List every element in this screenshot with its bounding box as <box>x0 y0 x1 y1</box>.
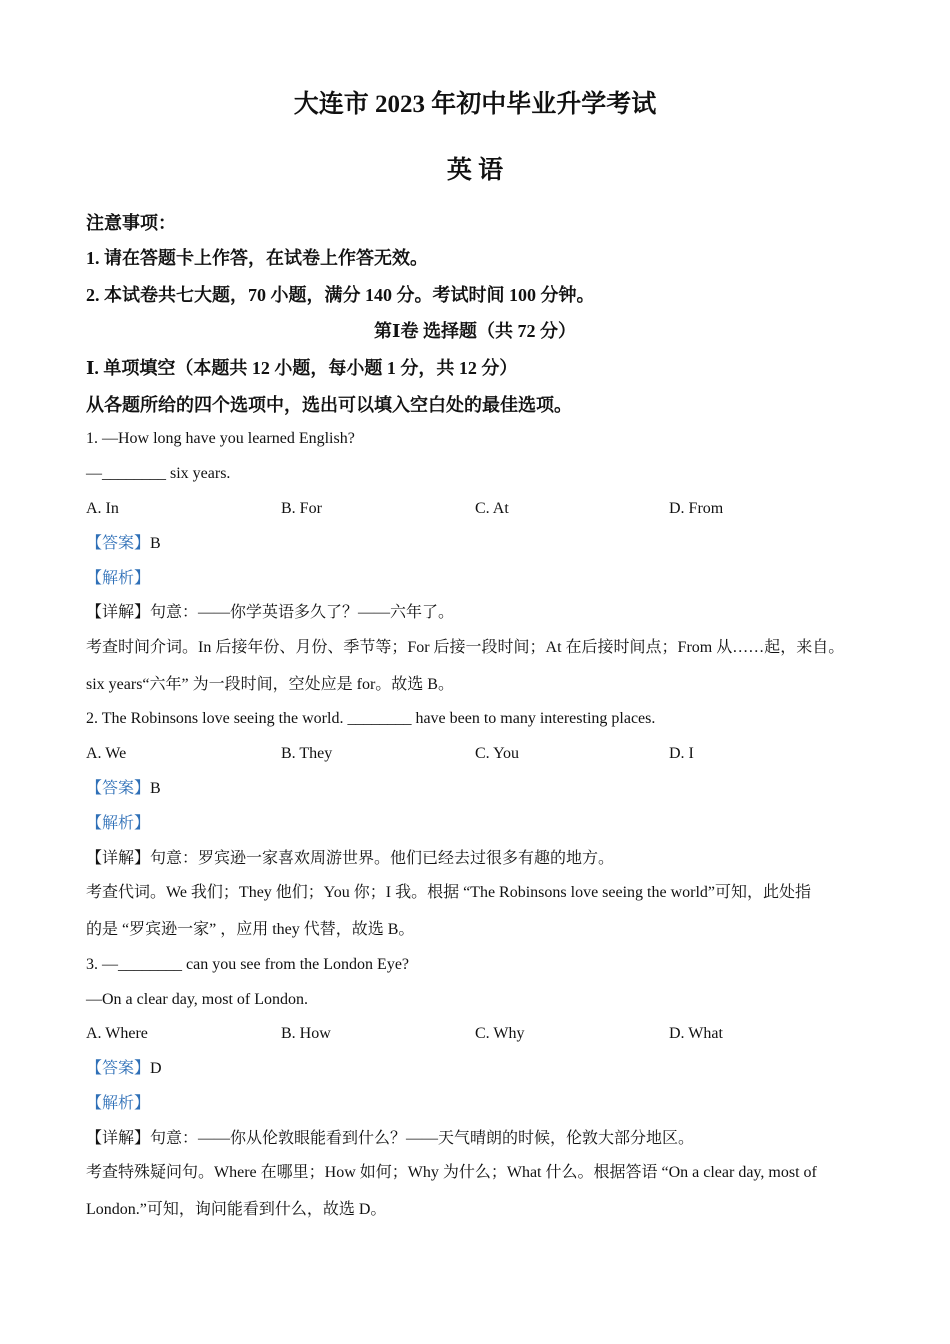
q1-detail-line <box>86 603 454 623</box>
q2-analysis-label: 【解析】 <box>86 815 151 832</box>
q1-answer-line <box>86 534 161 554</box>
q3-explanation-line2: London.”可知，询问能看到什么，故选 D。 <box>86 1201 387 1218</box>
q3-explanation-line1: 考查特殊疑问句。Where 在哪里；How 如何；Why 为什么；What 什么。根据答语 “On a clear day, most of <box>86 1164 817 1181</box>
notice-heading: 注意事项： <box>86 213 176 233</box>
q1-answer-value: B <box>150 535 161 552</box>
q3-option-a: A. Where <box>86 1025 148 1042</box>
part-title: Ⅰ. 单项填空（本题共 12 小题，每小题 1 分，共 12 分） <box>86 358 518 378</box>
q3-answer-line <box>86 1059 162 1079</box>
q2-stem-line1: 2. The Robinsons love seeing the world. ________ have been to many interesting places. <box>86 710 656 727</box>
detail-label: 【详解】 <box>86 604 151 621</box>
q2-detail-line <box>86 849 614 869</box>
q2-option-b: B. They <box>281 745 333 762</box>
q2-explanation-line1: 考查代词。We 我们；They 他们；You 你；I 我。根据 “The Robinsons love seeing the world”可知，此处指 <box>86 884 812 901</box>
q3-answer-value: D <box>150 1060 162 1077</box>
q3-option-b: B. How <box>281 1025 331 1042</box>
q1-option-c: C. At <box>475 500 509 517</box>
answer-label: 【答案】 <box>86 1060 151 1077</box>
q3-analysis-label: 【解析】 <box>86 1095 151 1112</box>
exam-title: 大连市 2023 年初中毕业升学考试 <box>293 91 657 118</box>
answer-label: 【答案】 <box>86 780 151 797</box>
q2-option-d: D. I <box>669 745 694 762</box>
q1-option-a: A. In <box>86 500 119 517</box>
q2-answer-line <box>86 779 161 799</box>
q3-option-c: C. Why <box>475 1025 525 1042</box>
q2-detail-text: 句意：罗宾逊一家喜欢周游世界。他们已经去过很多有趣的地方。 <box>150 850 615 867</box>
answer-label: 【答案】 <box>86 535 151 552</box>
q3-option-d: D. What <box>669 1025 723 1042</box>
q1-explanation-line1: 考查时间介词。In 后接年份、月份、季节等；For 后接一段时间；At 在后接时间点；From 从……起，来自。 <box>86 639 845 656</box>
q1-option-d: D. From <box>669 500 724 517</box>
q2-explanation-line2: 的是 “罗宾逊一家” ，应用 they 代替，故选 B。 <box>86 921 415 938</box>
q1-stem-line1: 1. —How long have you learned English? <box>86 430 355 447</box>
q1-detail-text: 句意：——你学英语多久了？——六年了。 <box>150 604 455 621</box>
q3-stem-line1: 3. —________ can you see from the London Eye? <box>86 956 410 973</box>
q3-detail-line <box>86 1129 694 1149</box>
q2-answer-value: B <box>150 780 161 797</box>
q1-stem-line2: —________ six years. <box>86 465 231 482</box>
q1-analysis-label: 【解析】 <box>86 570 151 587</box>
detail-label: 【详解】 <box>86 850 151 867</box>
notice-item-1: 1. 请在答题卡上作答，在试卷上作答无效。 <box>86 248 428 268</box>
notice-item-2: 2. 本试卷共七大题，70 小题，满分 140 分。考试时间 100 分钟。 <box>86 285 595 305</box>
q2-option-a: A. We <box>86 745 127 762</box>
volume-title: 第Ⅰ卷 选择题（共 72 分） <box>374 321 576 341</box>
q3-detail-text: 句意：——你从伦敦眼能看到什么？——天气晴朗的时候，伦敦大部分地区。 <box>150 1130 695 1147</box>
q3-stem-line2: —On a clear day, most of London. <box>86 991 309 1008</box>
q2-option-c: C. You <box>475 745 520 762</box>
q1-explanation-line2: six years“六年” 为一段时间，空处应是 for。故选 B。 <box>86 676 454 693</box>
subject-title: 英 语 <box>446 157 504 184</box>
detail-label: 【详解】 <box>86 1130 151 1147</box>
part-instruction: 从各题所给的四个选项中，选出可以填入空白处的最佳选项。 <box>86 395 572 415</box>
q1-option-b: B. For <box>281 500 322 517</box>
